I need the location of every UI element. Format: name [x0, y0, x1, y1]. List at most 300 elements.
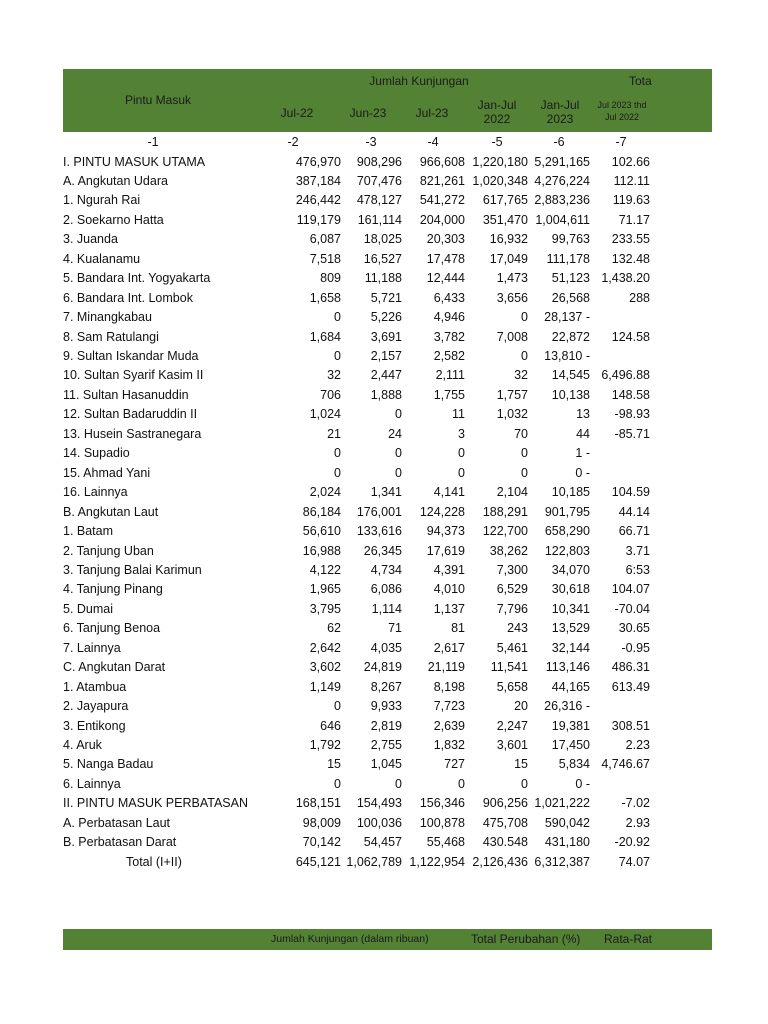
- row-label: 1. Atambua: [63, 679, 127, 694]
- cell-jul23: 204,000: [419, 212, 465, 227]
- row-label: B. Angkutan Laut: [63, 504, 159, 519]
- cell-jj22: 475,708: [482, 815, 528, 830]
- cell-jul23: 2,617: [433, 640, 465, 655]
- cell-pct: 71.17: [618, 212, 650, 227]
- table-row: [63, 211, 763, 231]
- row-label: 3. Tanjung Balai Karimun: [63, 562, 202, 577]
- row-label: 6. Bandara Int. Lombok: [63, 290, 193, 305]
- index-cell: -5: [491, 135, 503, 149]
- cell-jul22: 387,184: [295, 173, 341, 188]
- table-row: [63, 153, 763, 173]
- cell-jul22: 646: [320, 718, 341, 733]
- cell-jj23: 99,763: [551, 232, 590, 247]
- cell-jul23: 17,478: [426, 251, 465, 266]
- table-row: [63, 464, 763, 484]
- cell-jul23: 11: [452, 407, 465, 422]
- cell-pct: 44.14: [618, 504, 650, 519]
- cell-jun23: 11,188: [364, 271, 402, 286]
- cell-jj23: 10,185: [551, 485, 590, 500]
- cell-jj22: 20: [514, 699, 528, 714]
- cell-jul22: 0: [334, 465, 341, 480]
- cell-jj23: 10,341: [551, 601, 590, 616]
- cell-pct: 6,496.88: [601, 368, 650, 383]
- cell-jj23: 22,872: [551, 329, 590, 344]
- cell-jul22: 70,142: [302, 835, 341, 850]
- cell-pct: 148.58: [611, 387, 650, 402]
- row-label: 6. Tanjung Benoa: [63, 621, 161, 636]
- row-label: 9. Sultan Iskandar Muda: [63, 349, 199, 363]
- header-col-jul23: Jul-23: [415, 106, 449, 120]
- cell-jun23: 161,114: [357, 212, 402, 227]
- cell-jun23: 0: [395, 407, 402, 422]
- cell-jul23: 4,010: [433, 582, 465, 597]
- cell-jul22: 3,795: [309, 601, 341, 616]
- cell-jul23: 20,303: [426, 232, 465, 247]
- table-row: [63, 347, 763, 367]
- table-row: [63, 580, 763, 600]
- cell-jj23: 901,795: [544, 504, 590, 519]
- index-cell: -3: [365, 135, 377, 149]
- cell-jj23: 30,618: [551, 582, 590, 597]
- row-label: 16. Lainnya: [63, 485, 128, 500]
- cell-jj22: 2,247: [496, 718, 528, 733]
- cell-jj22: 5,461: [496, 640, 528, 655]
- cell-jun23: 0: [395, 465, 402, 480]
- cell-jj22: 0: [521, 310, 528, 325]
- cell-pct: 30.65: [618, 621, 650, 636]
- cell-jj23: 26,316 -: [544, 699, 590, 714]
- table-row: [63, 542, 763, 562]
- table-row: [63, 444, 763, 464]
- row-label: 10. Sultan Syarif Kasim II: [63, 368, 204, 383]
- chart-legend-bar: [63, 929, 712, 950]
- row-label: 2. Soekarno Hatta: [63, 212, 164, 227]
- cell-jj22: 0: [521, 465, 528, 480]
- cell-pct: 613.49: [611, 679, 650, 694]
- cell-jul23: 821,261: [419, 173, 465, 188]
- cell-pct: -70.04: [614, 601, 650, 616]
- cell-pct: 3.71: [625, 543, 650, 558]
- cell-pct: 102.66: [611, 154, 650, 169]
- cell-jul22: 6,087: [309, 232, 341, 247]
- cell-pct: 1,438.20: [601, 271, 650, 286]
- row-label: 13. Husein Sastranegara: [63, 426, 202, 441]
- cell-pct: 288: [629, 290, 650, 305]
- cell-jul22: 3,602: [309, 660, 341, 675]
- cell-jul23: 0: [458, 446, 465, 461]
- cell-jul23: 12,444: [426, 271, 465, 286]
- cell-jul23: 3,782: [433, 329, 465, 344]
- table-row: [63, 658, 763, 678]
- cell-jj23: 17,450: [551, 738, 590, 752]
- cell-jul22: 0: [334, 776, 341, 791]
- cell-jul22: 1,792: [309, 738, 341, 752]
- cell-jun23: 54,457: [363, 835, 402, 850]
- cell-jul22: 246,442: [295, 193, 341, 208]
- cell-jun23: 24,819: [363, 660, 402, 675]
- cell-jul23: 2,639: [433, 718, 465, 733]
- row-label: 8. Sam Ratulangi: [63, 329, 159, 344]
- cell-jul22: 0: [334, 699, 341, 714]
- cell-jun23: 16,527: [363, 251, 402, 266]
- column-index-row: [63, 133, 763, 153]
- cell-jul23: 100,878: [419, 815, 465, 830]
- cell-jun23: 100,036: [356, 815, 402, 830]
- cell-jun23: 4,734: [370, 562, 402, 577]
- cell-jj23: 26,568: [551, 290, 590, 305]
- cell-jj23: 1 -: [575, 446, 590, 461]
- table-row: [63, 736, 763, 756]
- cell-jun23: 2,447: [370, 368, 402, 383]
- cell-jj22: 430.548: [482, 835, 528, 850]
- row-label: 3. Entikong: [63, 718, 126, 733]
- row-label: A. Perbatasan Laut: [63, 815, 171, 830]
- table-row: [63, 230, 763, 250]
- table-row: [63, 775, 763, 795]
- cell-jj23: 28,137 -: [544, 310, 590, 325]
- cell-jj22: 1,020,348: [472, 173, 528, 188]
- header-col-jun23: Jun-23: [349, 106, 387, 120]
- cell-jun23: 707,476: [356, 173, 402, 188]
- table-row: [63, 386, 763, 406]
- cell-jul22: 86,184: [302, 504, 341, 519]
- cell-jj23: 2,883,236: [534, 193, 590, 208]
- cell-jj22: 188,291: [482, 504, 528, 519]
- cell-jj23: 5,291,165: [534, 154, 590, 169]
- cell-jul22: 7,518: [309, 251, 341, 266]
- cell-jj23: 13,529: [551, 621, 590, 636]
- cell-jun23: 5,721: [370, 290, 402, 305]
- row-label: 1. Batam: [63, 524, 114, 539]
- cell-pct: 124.58: [611, 329, 650, 344]
- cell-jul23: 1,755: [433, 387, 465, 402]
- cell-jul23: 7,723: [433, 699, 465, 714]
- cell-jj23: 19,381: [551, 718, 590, 733]
- cell-jul22: 1,658: [309, 290, 341, 305]
- cell-jj23: 113,146: [545, 660, 590, 675]
- cell-jul22: 168,151: [295, 796, 341, 811]
- cell-pct: -98.93: [614, 407, 650, 422]
- cell-jul22: 1,149: [309, 679, 341, 694]
- row-label: 12. Sultan Badaruddin II: [63, 407, 198, 422]
- cell-jj23: 51,123: [551, 271, 590, 286]
- cell-pct: 4,746.67: [601, 757, 650, 772]
- cell-jun23: 5,226: [370, 310, 402, 325]
- header-col-jul22: Jul-22: [280, 106, 314, 120]
- row-label: 5. Nanga Badau: [63, 757, 154, 772]
- cell-jun23: 71: [388, 621, 402, 636]
- row-label: 5. Dumai: [63, 601, 114, 616]
- cell-jul22: 0: [334, 446, 341, 461]
- cell-jj23: 111,178: [546, 251, 590, 266]
- cell-jun23: 2,819: [370, 718, 402, 733]
- cell-jj23: 6,312,387: [534, 854, 590, 869]
- cell-jul22: 2,024: [309, 485, 341, 500]
- header-pintu-masuk: Pintu Masuk: [124, 93, 192, 107]
- row-label: 7. Minangkabau: [63, 310, 152, 325]
- footer-total-perubahan: Total Perubahan (%): [471, 932, 581, 946]
- cell-jul23: 0: [458, 465, 465, 480]
- cell-jul23: 94,373: [426, 524, 465, 539]
- cell-jul23: 17,619: [426, 543, 465, 558]
- cell-jun23: 4,035: [370, 640, 402, 655]
- cell-jj22: 617,765: [482, 193, 528, 208]
- cell-jul23: 966,608: [419, 154, 465, 169]
- cell-jul22: 706: [320, 387, 341, 402]
- cell-jul23: 4,391: [433, 562, 465, 577]
- cell-jj23: 0 -: [575, 776, 590, 791]
- cell-jun23: 478,127: [356, 193, 402, 208]
- cell-jj22: 11,541: [490, 660, 528, 675]
- header-col-janjul2023-line2: 2023: [546, 112, 574, 126]
- cell-jj23: 5,834: [558, 757, 590, 772]
- row-label: II. PINTU MASUK PERBATASAN: [63, 796, 248, 811]
- table-row: [63, 833, 763, 853]
- cell-jul22: 476,970: [295, 154, 341, 169]
- table-row: [63, 405, 763, 425]
- cell-jj23: 1,021,222: [534, 796, 590, 811]
- cell-jul22: 0: [334, 310, 341, 325]
- cell-jj22: 2,126,436: [472, 854, 528, 869]
- index-cell: -7: [615, 135, 627, 149]
- cell-jul23: 1,122,954: [409, 854, 465, 869]
- table-row: [63, 328, 763, 348]
- cell-jul23: 1,137: [433, 601, 465, 616]
- table-row: [63, 250, 763, 270]
- cell-jj22: 16,932: [489, 232, 528, 247]
- cell-jul22: 32: [327, 368, 341, 383]
- table-header: [63, 69, 712, 132]
- cell-jj22: 906,256: [482, 796, 528, 811]
- cell-pct: 104.59: [611, 485, 650, 500]
- cell-pct: 233.55: [611, 232, 650, 247]
- cell-jj23: 4,276,224: [534, 173, 590, 188]
- cell-jun23: 3,691: [370, 329, 402, 344]
- table-row: [63, 853, 763, 873]
- cell-jun23: 176,001: [356, 504, 402, 519]
- cell-jul22: 1,965: [309, 582, 341, 597]
- cell-jj22: 0: [521, 776, 528, 791]
- row-label: 1. Ngurah Rai: [63, 193, 141, 208]
- index-cell: -2: [287, 135, 299, 149]
- index-cell: -1: [147, 135, 159, 149]
- cell-jul23: 81: [451, 621, 465, 636]
- cell-jj22: 38,262: [489, 543, 528, 558]
- row-label: 4. Aruk: [63, 738, 102, 752]
- row-label: C. Angkutan Darat: [63, 660, 166, 675]
- cell-jul23: 541,272: [419, 193, 465, 208]
- cell-pct: -7.02: [621, 796, 650, 811]
- row-label: I. PINTU MASUK UTAMA: [63, 154, 206, 169]
- table-row: [63, 503, 763, 523]
- cell-jj22: 1,032: [496, 407, 528, 422]
- cell-pct: 132.48: [611, 251, 650, 266]
- cell-jun23: 9,933: [370, 699, 402, 714]
- cell-jun23: 0: [395, 776, 402, 791]
- row-label: A. Angkutan Udara: [63, 173, 168, 188]
- header-col-pct-line1: Jul 2023 thd: [597, 100, 647, 110]
- cell-jj22: 1,473: [496, 271, 528, 286]
- cell-jul23: 124,228: [419, 504, 465, 519]
- cell-jj22: 122,700: [482, 524, 528, 539]
- cell-jun23: 8,267: [370, 679, 402, 694]
- cell-jun23: 1,888: [370, 387, 402, 402]
- cell-jul22: 809: [320, 271, 341, 286]
- cell-jj22: 15: [514, 757, 528, 772]
- row-label: 7. Lainnya: [63, 640, 121, 655]
- cell-jj22: 2,104: [496, 485, 528, 500]
- row-label: 15. Ahmad Yani: [63, 465, 151, 480]
- row-label: 2. Jayapura: [63, 699, 129, 714]
- table-row: [63, 366, 763, 386]
- row-label: 6. Lainnya: [63, 776, 121, 791]
- cell-jj22: 32: [514, 368, 528, 383]
- cell-jul22: 15: [327, 757, 341, 772]
- table-row: [63, 717, 763, 737]
- cell-pct: 6:53: [625, 562, 650, 577]
- row-label: 2. Tanjung Uban: [63, 543, 154, 558]
- footer-rata-rata: Rata-Rat: [604, 932, 653, 946]
- cell-jul23: 4,141: [433, 485, 465, 500]
- cell-jj23: 122,803: [544, 543, 590, 558]
- table-row: [63, 483, 763, 503]
- cell-pct: 486.31: [611, 660, 650, 675]
- cell-pct: 104.07: [611, 582, 650, 597]
- cell-pct: 2.23: [625, 738, 650, 752]
- cell-jul22: 21: [327, 426, 341, 441]
- cell-jul23: 8,198: [433, 679, 465, 694]
- cell-pct: -20.92: [614, 835, 650, 850]
- cell-jun23: 2,157: [370, 349, 402, 363]
- cell-pct: -0.95: [621, 640, 650, 655]
- cell-jj23: 44,165: [551, 679, 590, 694]
- header-col-pct-line2: Jul 2022: [604, 112, 640, 122]
- cell-jul23: 55,468: [426, 835, 465, 850]
- cell-jul22: 0: [334, 349, 341, 363]
- row-label: 4. Kualanamu: [63, 251, 141, 266]
- cell-pct: 74.07: [618, 854, 650, 869]
- cell-jun23: 1,341: [370, 485, 402, 500]
- cell-jj22: 7,796: [496, 601, 528, 616]
- table-row: [63, 561, 763, 581]
- header-col-janjul2022-line2: 2022: [483, 112, 511, 126]
- cell-jun23: 26,345: [363, 543, 402, 558]
- header-jumlah-kunjungan: Jumlah Kunjungan: [369, 74, 469, 88]
- cell-jun23: 18,025: [363, 232, 402, 247]
- cell-jj23: 44: [576, 426, 590, 441]
- cell-jun23: 6,086: [370, 582, 402, 597]
- cell-jul22: 119,179: [296, 212, 341, 227]
- cell-pct: 119.63: [612, 193, 650, 208]
- cell-jul23: 2,111: [435, 368, 465, 383]
- cell-jj22: 5,658: [496, 679, 528, 694]
- cell-jun23: 1,114: [371, 601, 402, 616]
- cell-jj22: 3,601: [496, 738, 528, 752]
- table-row: [63, 794, 763, 814]
- cell-jul23: 4,946: [433, 310, 465, 325]
- footer-jumlah-kunjungan: Jumlah Kunjungan (dalam ribuan): [271, 933, 429, 945]
- table-row: [63, 522, 763, 542]
- table-row: [63, 425, 763, 445]
- table-row: [63, 269, 763, 289]
- cell-jj23: 32,144: [551, 640, 590, 655]
- cell-jun23: 1,062,789: [346, 854, 402, 869]
- cell-jj22: 70: [514, 426, 528, 441]
- cell-jj23: 13: [576, 407, 590, 422]
- cell-jj22: 0: [521, 446, 528, 461]
- cell-jul22: 98,009: [302, 815, 341, 830]
- row-label: 5. Bandara Int. Yogyakarta: [63, 271, 211, 286]
- cell-jul22: 2,642: [309, 640, 341, 655]
- table-row: [63, 619, 763, 639]
- cell-jun23: 2,755: [370, 738, 402, 752]
- row-label: Total (I+II): [126, 854, 182, 869]
- cell-jul23: 21,119: [427, 660, 465, 675]
- cell-jj22: 7,008: [496, 329, 528, 344]
- cell-jj23: 34,070: [551, 562, 590, 577]
- cell-jul22: 645,121: [295, 854, 341, 869]
- cell-jul23: 156,346: [419, 796, 465, 811]
- table-row: [63, 600, 763, 620]
- header-col-janjul2023-line1: Jan-Jul: [540, 98, 580, 112]
- cell-jj23: 14,545: [551, 368, 590, 383]
- cell-jj23: 13,810 -: [544, 349, 590, 363]
- cell-jj22: 3,656: [496, 290, 528, 305]
- cell-jun23: 1,045: [370, 757, 402, 772]
- cell-jj22: 1,757: [496, 387, 528, 402]
- cell-jul23: 3: [458, 426, 465, 441]
- cell-jun23: 908,296: [356, 154, 402, 169]
- cell-jun23: 154,493: [356, 796, 402, 811]
- cell-jun23: 0: [395, 446, 402, 461]
- cell-jj22: 351,470: [482, 212, 528, 227]
- row-label: 11. Sultan Hasanuddin: [63, 387, 189, 402]
- cell-jul22: 62: [327, 621, 341, 636]
- cell-jj22: 1,220,180: [472, 154, 528, 169]
- cell-jul22: 1,024: [309, 407, 341, 422]
- row-label: 14. Supadio: [63, 446, 130, 461]
- table-row: [63, 308, 763, 328]
- row-label: 4. Tanjung Pinang: [63, 582, 163, 597]
- index-cell: -6: [553, 135, 565, 149]
- table-row: [63, 697, 763, 717]
- cell-pct: -85.71: [614, 426, 650, 441]
- cell-jj23: 1,004,611: [535, 212, 590, 227]
- cell-pct: 2.93: [625, 815, 650, 830]
- table-row: [63, 678, 763, 698]
- row-label: B. Perbatasan Darat: [63, 835, 177, 850]
- header-col-janjul2022-line1: Jan-Jul: [477, 98, 517, 112]
- cell-jul23: 2,582: [433, 349, 465, 363]
- cell-jul22: 1,684: [309, 329, 341, 344]
- cell-jul22: 16,988: [302, 543, 341, 558]
- cell-jul23: 0: [458, 776, 465, 791]
- cell-jj23: 658,290: [544, 524, 590, 539]
- cell-pct: 66.71: [618, 524, 650, 539]
- cell-jun23: 24: [388, 426, 402, 441]
- cell-jul22: 56,610: [302, 524, 341, 539]
- cell-jul23: 1,832: [433, 738, 465, 752]
- table-row: [63, 289, 763, 309]
- table-row: [63, 755, 763, 775]
- cell-pct: 308.51: [611, 718, 650, 733]
- cell-jul22: 4,122: [309, 562, 341, 577]
- table-row: [63, 639, 763, 659]
- table-row: [63, 814, 763, 834]
- cell-jj22: 17,049: [489, 251, 528, 266]
- cell-jj23: 10,138: [551, 387, 590, 402]
- cell-jj22: 0: [521, 349, 528, 363]
